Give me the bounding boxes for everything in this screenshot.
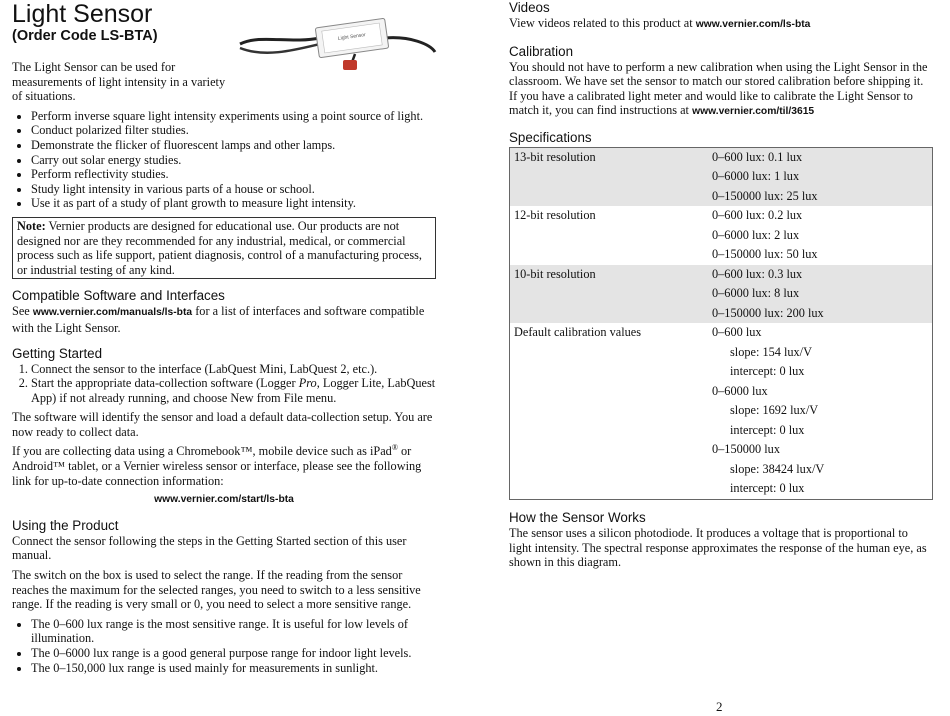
chromebook-paragraph: If you are collecting data using a Chromebook™, mobile device such as iPad® or Android™ tablet, or a Vernier wireless sensor or interface, please see the following link for up-to-date connection information: xyxy=(12,443,422,488)
spec-values: 0–600 lux: 0.3 lux 0–6000 lux: 8 lux 0–150000 lux: 200 lux xyxy=(712,266,824,320)
page-title: Light Sensor xyxy=(12,0,153,28)
connection-link-line xyxy=(12,491,436,508)
ranges-list xyxy=(12,617,436,675)
note-label: Note: xyxy=(17,218,46,233)
left-column xyxy=(12,0,436,675)
light-sensor-product-image xyxy=(235,14,440,74)
list-item: • Use it as part of a study of plant growth to measure light intensity. xyxy=(31,196,436,211)
table-row xyxy=(510,265,933,324)
how-paragraph: The sensor uses a silicon photodiode. It produces a voltage that is proportional to light intensity. The spectral response approximates the response of the human eye, as shown in this diagram. xyxy=(509,525,927,570)
calibration-heading: Calibration xyxy=(509,43,574,59)
list-item: • Conduct polarized filter studies. xyxy=(31,123,436,138)
videos-paragraph: View videos related to this product at www.vernier.com/ls-bta xyxy=(509,16,811,30)
list-item: • Carry out solar energy studies. xyxy=(31,153,436,168)
manual-link[interactable]: www.vernier.com/manuals/ls-bta xyxy=(32,307,193,319)
list-item: • The 0–6000 lux range is a good general purpose range for indoor light levels. xyxy=(31,646,436,661)
list-item: • Perform reflectivity studies. xyxy=(31,167,436,182)
uses-list xyxy=(12,109,436,211)
specifications-table xyxy=(509,147,933,500)
list-item: • Demonstrate the flicker of fluorescent lamps and other lamps. xyxy=(31,138,436,153)
spec-label: 13-bit resolution xyxy=(514,149,596,164)
spec-values: 0–600 lux: 0.2 lux 0–6000 lux: 2 lux 0–150000 lux: 50 lux xyxy=(712,208,818,262)
using-heading: Using the Product xyxy=(12,517,119,533)
identify-paragraph: The software will identify the sensor and load a default data-collection setup. You are now ready to collect data. xyxy=(12,410,433,439)
list-item: • Study light intensity in various parts of a house or school. xyxy=(31,182,436,197)
table-row xyxy=(510,147,933,206)
sensor-box-label: Light Sensor xyxy=(337,32,367,42)
list-item: • The 0–600 lux range is the most sensitive range. It is useful for low levels of illumination. xyxy=(31,617,436,646)
note-box xyxy=(12,217,436,279)
order-code: (Order Code LS-BTA) xyxy=(12,28,158,44)
how-heading: How the Sensor Works xyxy=(509,509,646,525)
specifications-heading: Specifications xyxy=(509,129,592,145)
steps-list xyxy=(12,362,436,406)
right-column xyxy=(509,0,933,570)
step-item: 2. Start the appropriate data-collection software (Logger Pro, Logger Lite, LabQuest App) if not already running, and choose New from File menu. xyxy=(31,376,436,405)
videos-link[interactable]: www.vernier.com/ls-bta xyxy=(695,19,811,30)
list-item: • Perform inverse square light intensity experiments using a point source of light. xyxy=(31,109,436,124)
compatible-paragraph: See www.vernier.com/manuals/ls-bta for a list of interfaces and software compatible with the Light Sensor. xyxy=(12,304,425,335)
spec-values: 0–600 lux slope: 154 lux/V intercept: 0 lux 0–6000 lux slope: 1692 lux/V intercept: 0 lux 0–150000 lux slope: 38424 lux/V intercept: 0 lux xyxy=(712,325,825,496)
page-number: 2 xyxy=(716,699,723,714)
probe-tip xyxy=(343,60,357,70)
calibration-link[interactable]: www.vernier.com/til/3615 xyxy=(692,106,815,118)
table-row xyxy=(510,323,933,499)
spec-label: 10-bit resolution xyxy=(514,266,596,281)
spec-label: 12-bit resolution xyxy=(514,208,596,223)
spec-label: Default calibration values xyxy=(514,325,642,340)
connection-link[interactable]: www.vernier.com/start/ls-bta xyxy=(154,494,294,506)
note-text: Vernier products are designed for educational use. Our products are not designed nor are they recommended for any industrial, medical, or commercial process such as life support, patient diagnosis, control of a manufacturing process, or industrial testing of any kind. xyxy=(17,218,423,277)
step-item: 1. Connect the sensor to the interface (LabQuest Mini, LabQuest 2, etc.). xyxy=(31,362,436,377)
videos-heading: Videos xyxy=(509,0,550,15)
using-paragraph-2: The switch on the box is used to select the range. If the reading from the sensor reaches the maximum for the selected ranges, you need to switch to a less sensitive range. If the reading is very small or 0, you need to select a more sensitive range. xyxy=(12,568,421,612)
getting-started-heading: Getting Started xyxy=(12,345,103,361)
compatible-heading: Compatible Software and Interfaces xyxy=(12,288,225,304)
intro-paragraph: The Light Sensor can be used for measurements of light intensity in a variety of situations. xyxy=(12,60,226,104)
list-item: • The 0–150,000 lux range is used mainly for measurements in sunlight. xyxy=(31,661,436,676)
using-paragraph-1: Connect the sensor following the steps in the Getting Started section of this user manual. xyxy=(12,533,407,563)
spec-values: 0–600 lux: 0.1 lux 0–6000 lux: 1 lux 0–150000 lux: 25 lux xyxy=(712,149,818,203)
table-row xyxy=(510,206,933,265)
calibration-paragraph: You should not have to perform a new calibration when using the Light Sensor in the classroom. We have set the sensor to match our stored calibration before shipping it. If you have a calibrated light meter and would like to calibrate the Light Sensor to match it, you can find instructions at www.vernier.com/til/3615 xyxy=(509,59,928,118)
